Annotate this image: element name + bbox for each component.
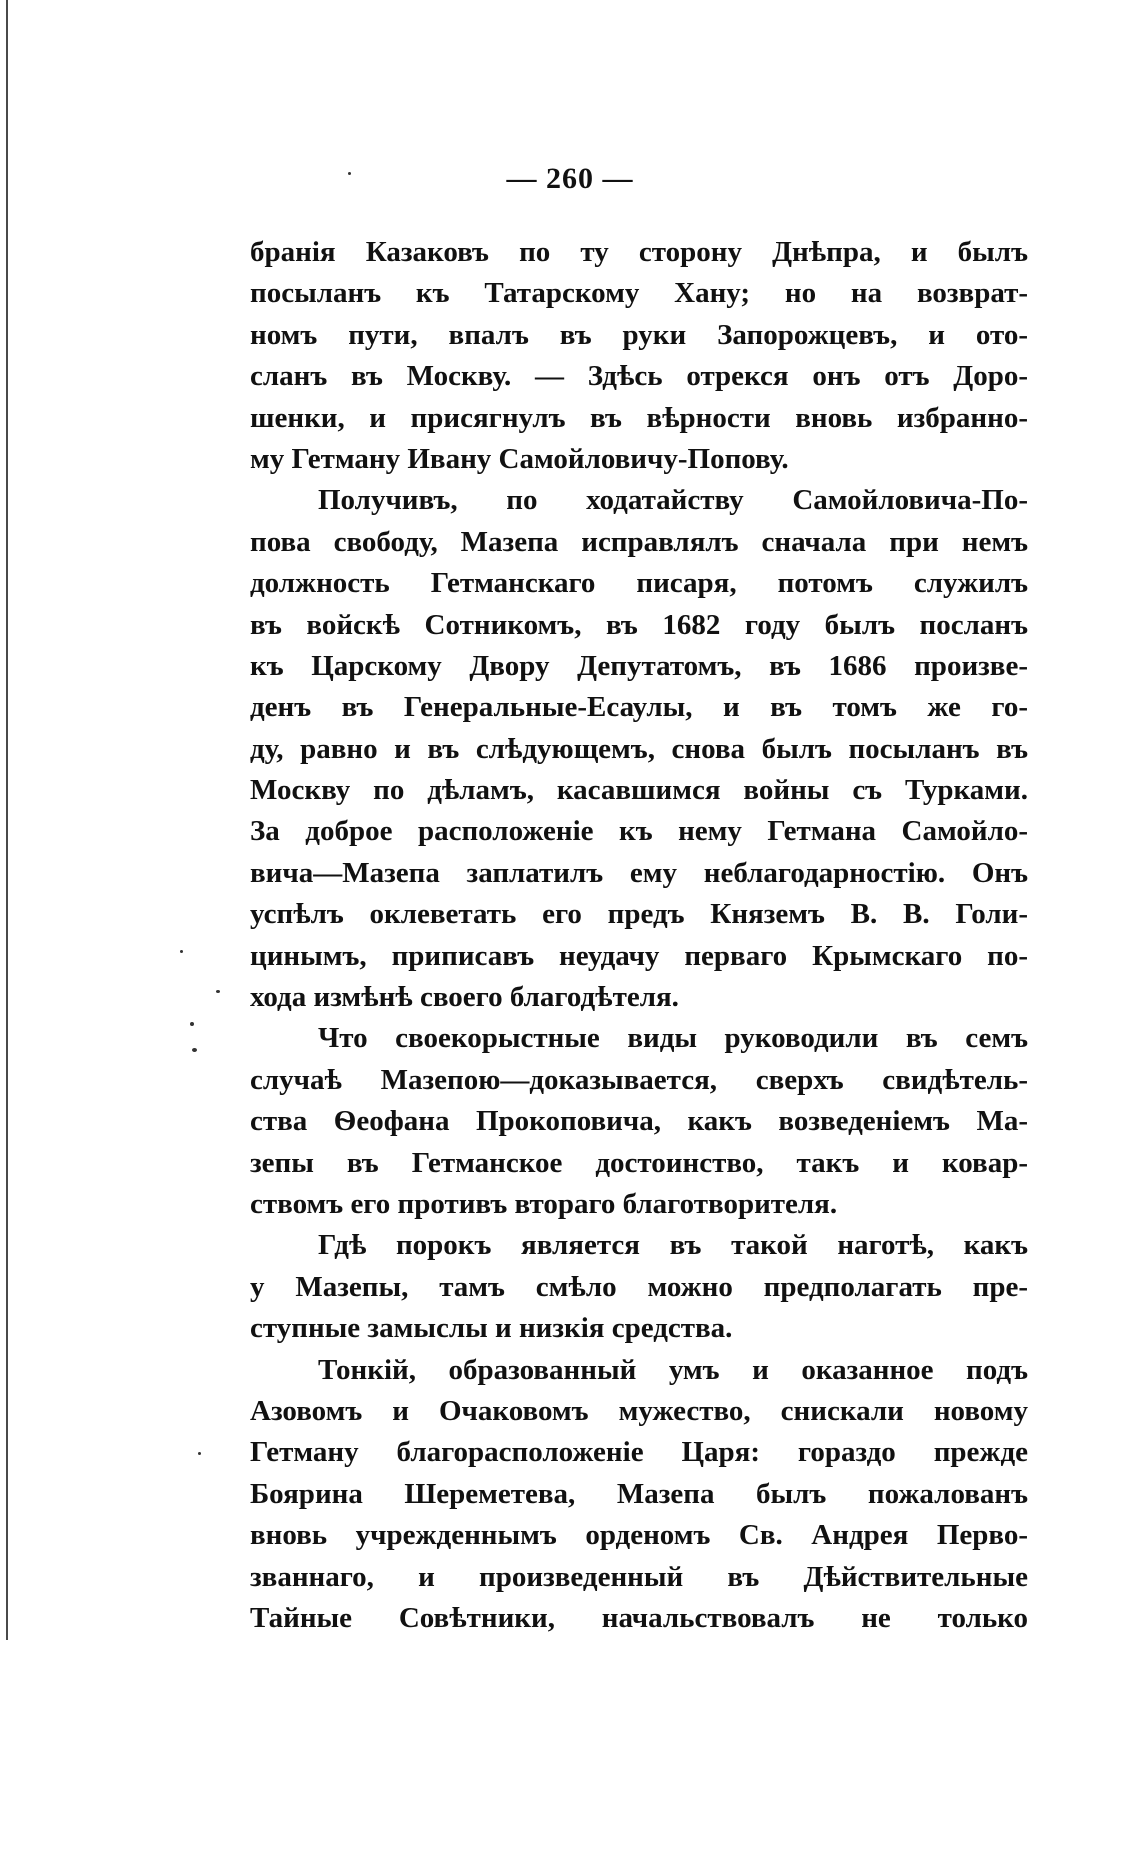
text-line: Что своекорыстные виды руководили въ семъ [318,1022,1028,1055]
body-text [250,232,1028,1639]
speck [216,990,220,993]
text-line: въ войскѣ Сотникомъ, въ 1682 году былъ посланъ [250,608,1028,641]
text-line: зепы въ Гетманское достоинство, такъ и ковар- [250,1146,1028,1179]
page-number: — 260 — [506,162,634,195]
text-line: Азовомъ и Очаковомъ мужество, снискали новому [250,1394,1028,1427]
text-line: За доброе расположеніе къ нему Гетмана Самойло- [250,815,1028,848]
text-line: Боярина Шереметева, Мазепа былъ пожалованъ [250,1477,1028,1510]
text-line: денъ въ Генеральные-Есаулы, и въ томъ же го- [250,691,1028,724]
speck [198,1452,201,1455]
text-line: успѣлъ оклеветать его предъ Княземъ В. В. Голи- [250,898,1028,931]
text-line: му Гетману Ивану Самойловичу-Попову. [250,442,789,475]
text-line: номъ пути, впалъ въ руки Запорожцевъ, и ото- [250,318,1028,351]
text-line: должность Гетманскаго писаря, потомъ служилъ [250,567,1028,600]
text-line: пова свободу, Мазепа исправлялъ сначала при немъ [250,525,1028,558]
text-line: ступные замыслы и низкія средства. [250,1312,733,1345]
text-line: ду, равно и въ слѣдующемъ, снова былъ посыланъ въ [250,732,1028,765]
text-line: сланъ въ Москву. — Здѣсь отрекся онъ отъ Доро- [250,360,1028,393]
text-line: Гетману благорасположеніе Царя: гораздо прежде [250,1436,1028,1469]
text-line: цинымъ, приписавъ неудачу перваго Крымскаго по- [250,939,1028,972]
speck [180,950,183,953]
text-line: вновь учрежденнымъ орденомъ Св. Андрея Перво- [250,1519,1028,1552]
text-line: званнаго, и произведенный въ Дѣйствительные [250,1560,1028,1593]
text-line: Москву по дѣламъ, касавшимся войны съ Турками. [250,774,1028,807]
page-edge-rule [6,0,8,1640]
text-line: случаѣ Мазепою—доказывается, сверхъ свидѣтель- [250,1063,1028,1096]
text-line: бранія Казаковъ по ту сторону Днѣпра, и былъ [250,236,1028,268]
text-line: Гдѣ порокъ является въ такой наготѣ, какъ [318,1229,1028,1262]
text-line: вича—Мазепа заплатилъ ему неблагодарностію. Онъ [250,856,1028,889]
text-line: Тайные Совѣтники, начальствовалъ не только [250,1601,1028,1634]
speck [190,1022,194,1026]
text-line: у Мазепы, тамъ смѣло можно предполагать пре- [250,1270,1028,1303]
text-line: Тонкій, образованный умъ и оказанное подъ [318,1353,1028,1386]
text-line: къ Царскому Двору Депутатомъ, въ 1686 произве- [250,649,1028,682]
text-line: шенки, и присягнулъ въ вѣрности вновь избранно- [250,401,1028,434]
text-line: ства Ѳеофана Прокоповича, какъ возведеніемъ Ма- [250,1105,1028,1138]
text-line: хода измѣнѣ своего благодѣтеля. [250,981,679,1014]
text-line: Получивъ, по ходатайству Самойловича-По- [318,484,1028,517]
speck [192,1048,197,1052]
text-line: ствомъ его противъ втораго благотворителя. [250,1187,838,1220]
text-line: посыланъ къ Татарскому Хану; но на возврат- [250,277,1028,310]
